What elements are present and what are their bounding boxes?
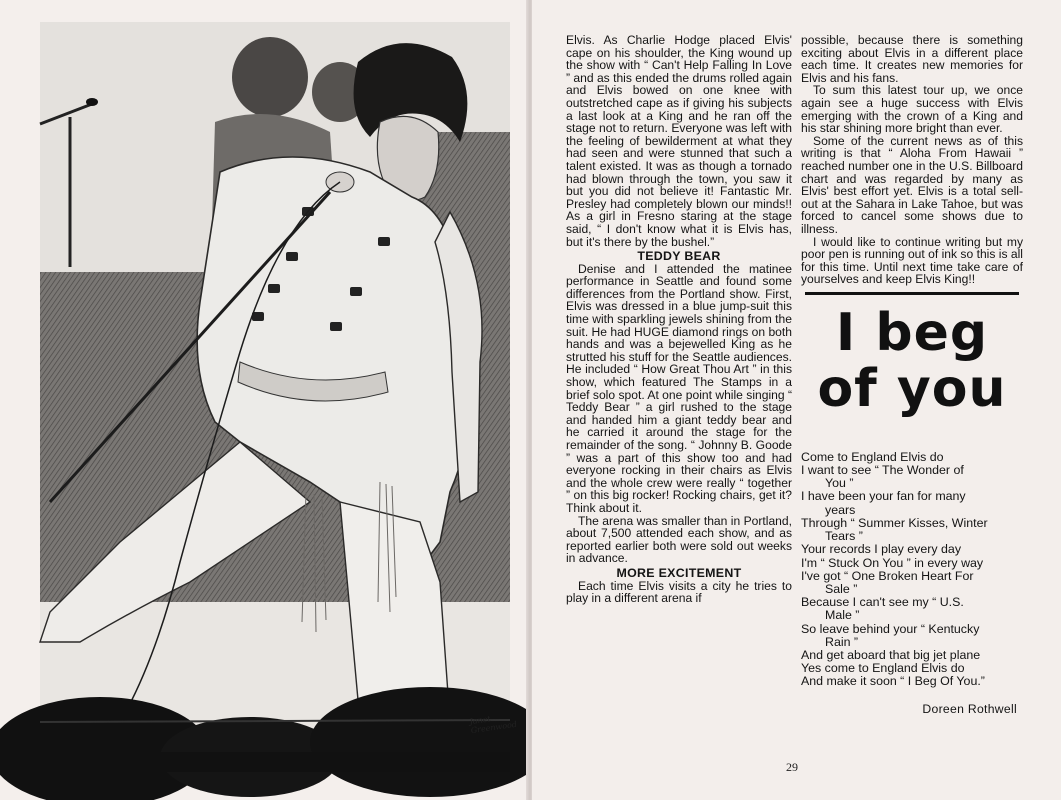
poem-line: Your records I play every day [801, 542, 962, 557]
performer-illustration [40, 22, 518, 772]
poem-line: Through “ Summer Kisses, Winter [801, 515, 988, 530]
poem-line: I've got “ One Broken Heart For [801, 568, 974, 583]
page-number: 29 [786, 760, 798, 774]
section-divider [805, 292, 1019, 295]
article-paragraph: Denise and I attended the matinee performance in Seattle and found some differences from the Portland show. First, Elvis was dressed in a blue jump-suit this time with sparkling jewels shining from the suit. He had HUGE diamond rings on both hands and was a bejewelled King as he strutted his stuff for the Seattle audiences. He included “ How Great Thou Art ” in this show, which featured The Stamps in a brief solo spot. At one point while singing “ Teddy Bear ” a girl rushed to the stage and handed him a giant teddy bear and he carried it around the stage for the remainder of the song. “ Johnny B. Goode ” was a part of this show too and had everyone rocking in their chairs as Elvis and the whole crew were really “ together ” on this big rocker! Rocking chairs, get it? Think about it. [566, 261, 792, 515]
poem-title-line-1: I beg [835, 302, 989, 363]
section-heading-teddy-bear: TEDDY BEAR [637, 249, 721, 264]
article-column-1 [566, 34, 792, 605]
poem-line: I want to see “ The Wonder of [801, 463, 964, 478]
article-column-2 [801, 34, 1023, 715]
poem-body [801, 451, 1023, 689]
poem-line: And get aboard that big jet plane [801, 647, 981, 662]
article-paragraph: Some of the current news as of this writing is that “ Aloha From Hawaii ” reached number one in the U.S. Billboard chart and was regarded by many as Elvis' best effort yet. Elvis is a total sell-out at the Sahara in Lake Tahoe, but was forced to cancel some shows due to illness. [801, 133, 1023, 236]
artist-signature: Janet Greenwood [468, 714, 518, 736]
poem-line-continuation: Tears ” [825, 529, 863, 544]
article-paragraph: The arena was smaller than in Portland, about 7,500 attended each show, and as reported earlier both were sold out weeks in advance. [566, 513, 792, 566]
poem-line-continuation: Male ” [825, 608, 860, 623]
poem-line: I have been your fan for many [801, 489, 966, 504]
poem-line: I'm “ Stuck On You ” in every way [801, 555, 984, 570]
article-paragraph: To sum this latest tour up, we once again see a huge success with Elvis emerging with the crown of a King and his star shining more bright than ever. [801, 83, 1023, 136]
article-paragraph: possible, because there is something exciting about Elvis in a different place each time. It creates new memories for Elvis and his fans. [801, 33, 1023, 85]
poem-line-continuation: Sale ” [825, 581, 858, 596]
poem-line: Yes come to England Elvis do [801, 661, 965, 676]
left-page [0, 0, 528, 800]
poem-line: So leave behind your “ Kentucky [801, 621, 980, 636]
poem-title-line-2: of you [817, 358, 1007, 419]
article-paragraph: Each time Elvis visits a city he tries to play in a different arena if [566, 578, 792, 606]
poem-line-continuation: Rain ” [825, 634, 859, 649]
poem-author: Doreen Rothwell [922, 701, 1017, 716]
pencil-drawing [40, 22, 510, 772]
poem-line-continuation: years [825, 502, 856, 517]
article-paragraph: Elvis. As Charlie Hodge placed Elvis' cape on his shoulder, the King wound up the show with “ Can't Help Falling In Love ” and as this ended the drums rolled again and Elvis bowed on one knee with outstretched cape as if giving his subjects a last look at a King and he ran off the stage not to return. Everyone was left with the feeling of bewilderment at what they had seen and were stunned that such a talent existed. It was as though a tornado had blown through the town, you saw it but you did not believe it! Fantastic Mr. Presley had completely blown our minds!! As a girl in Fresno staring at the stage said, “ I don't know what it is Elvis has, but it's there by the bushel.” [566, 33, 792, 249]
poem-line: Come to England Elvis do [801, 449, 944, 464]
article-paragraph: I would like to continue writing but my poor pen is running out of ink so this is all for this time. Until next time take care of yourselves and keep Elvis King!! [801, 234, 1023, 287]
poem-title [801, 302, 1023, 419]
section-heading-more-excitement: MORE EXCITEMENT [616, 565, 742, 580]
poem-line: And make it soon “ I Beg Of You.” [801, 674, 985, 689]
poem-line-continuation: You ” [825, 476, 854, 491]
poem-line: Because I can't see my “ U.S. [801, 595, 964, 610]
